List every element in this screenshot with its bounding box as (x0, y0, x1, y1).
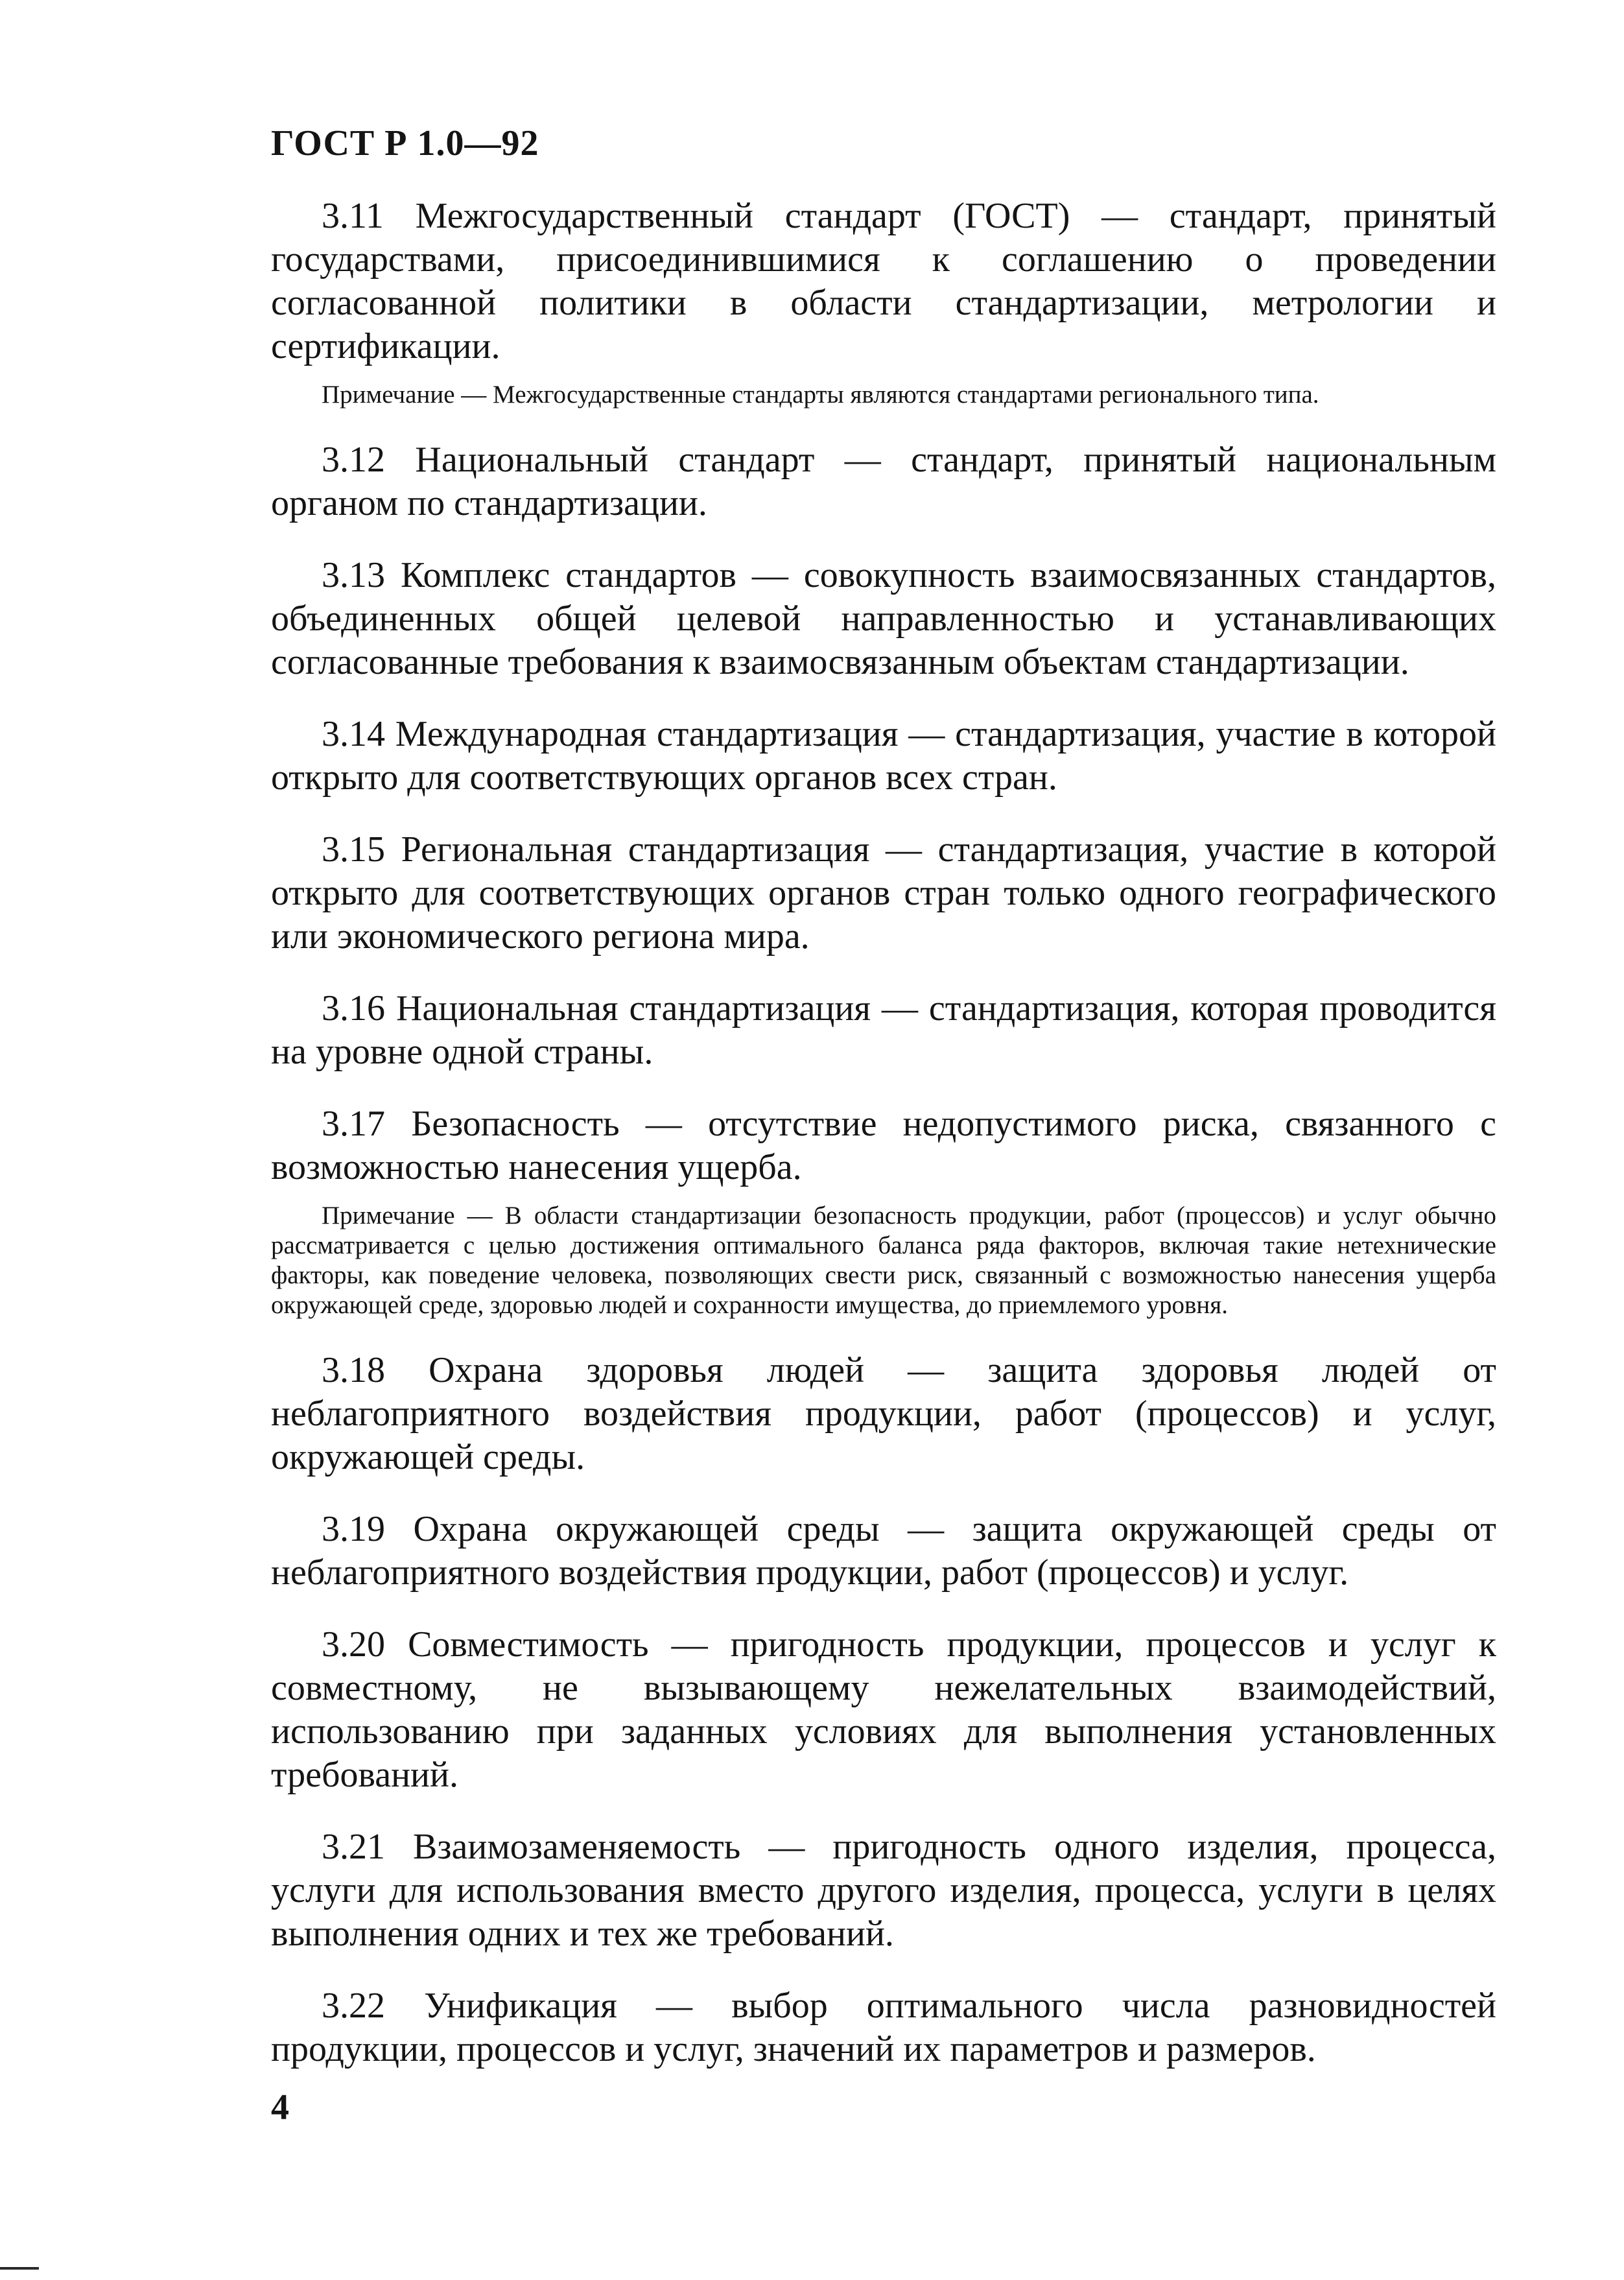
term-3-16: 3.16 Национальная стандартизация — стандартизация, которая проводится на уровне одной страны. (271, 988, 1496, 1072)
term-3-21: 3.21 Взаимозаменяемость — пригодность одного изделия, процесса, услуги для использования вместо другого изделия, процесса, услуги в целях выполнения одних и тех же требований. (271, 1827, 1496, 1954)
term-3-11: 3.11 Межгосударственный стандарт (ГОСТ) — стандарт, принятый государствами, присоединившимися к соглашению о проведении согласованной политики в области стандартизации, метрологии и сертификации. (271, 196, 1496, 366)
term-3-12: 3.12 Национальный стандарт — стандарт, принятый национальным органом по стандартизации. (271, 440, 1496, 523)
term-3-22: 3.22 Унификация — выбор оптимального числа разновидностей продукции, процессов и услуг, значений их параметров и размеров. (271, 1986, 1496, 2069)
document-body (271, 195, 1496, 2100)
scan-edge-mark (0, 2267, 39, 2270)
term-3-15: 3.15 Региональная стандартизация — стандартизация, участие в которой открыто для соответствующих органов стран только одного географического или экономического региона мира. (271, 829, 1496, 956)
term-3-13: 3.13 Комплекс стандартов — совокупность взаимосвязанных стандартов, объединенных общей целевой направленностью и устанавливающих согласованные требования к взаимосвязанным объектам стандартизации. (271, 555, 1496, 682)
term-3-17: 3.17 Безопасность — отсутствие недопустимого риска, связанного с возможностью нанесения ущерба. (271, 1104, 1496, 1187)
document-header: ГОСТ Р 1.0—92 (271, 123, 539, 163)
note-3-11: Примечание — Межгосударственные стандарты являются стандартами регионального типа. (322, 381, 1319, 409)
term-3-19: 3.19 Охрана окружающей среды — защита окружающей среды от неблагоприятного воздействия продукции, работ (процессов) и услуг. (271, 1509, 1496, 1593)
term-3-14: 3.14 Международная стандартизация — стандартизация, участие в которой открыто для соответствующих органов всех стран. (271, 714, 1496, 798)
term-3-20: 3.20 Совместимость — пригодность продукции, процессов и услуг к совместному, не вызывающему нежелательных взаимодействий, использованию при заданных условиях для выполнения установленных требований. (271, 1624, 1496, 1795)
page-number: 4 (271, 2087, 289, 2128)
note-3-17: Примечание — В области стандартизации безопасность продукции, работ (процессов) и услуг обычно рассматривается с целью достижения оптимального баланса ряда факторов, включая такие нетехнические факторы, как поведение человека, позволяющих свести риск, связанный с возможностью нанесения ущерба окружающей среде, здоровью людей и сохранности имущества, до приемлемого уровня. (271, 1202, 1496, 1319)
term-3-18: 3.18 Охрана здоровья людей — защита здоровья людей от неблагоприятного воздействия продукции, работ (процессов) и услуг, окружающей среды. (271, 1350, 1496, 1477)
